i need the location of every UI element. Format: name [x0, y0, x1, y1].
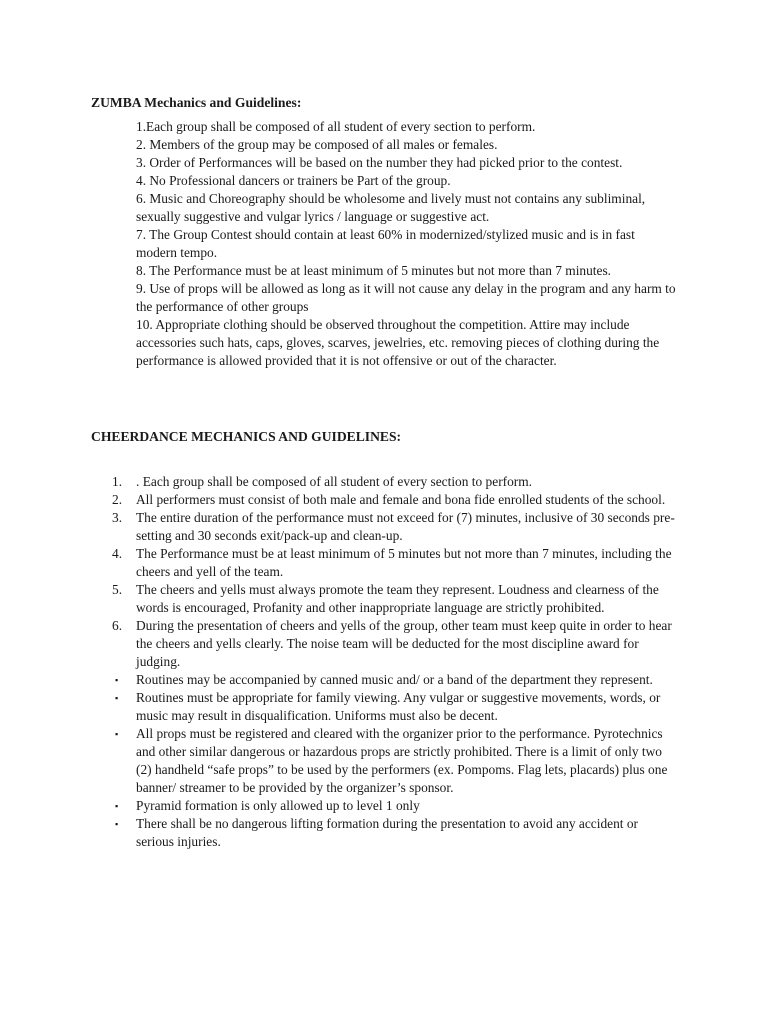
- list-item: 1.Each group shall be composed of all student of every section to perform.: [136, 119, 536, 134]
- cheerdance-heading: CHEERDANCE MECHANICS AND GUIDELINES:: [91, 429, 402, 444]
- list-item-text: The entire duration of the performance must not exceed for (7) minutes, inclusive of 30 seconds pre-setting and 30 seconds exit/pack-up and clean-up.: [136, 510, 675, 543]
- bullet-icon: ▪: [115, 801, 119, 811]
- cheerdance-guidelines-list: [112, 473, 677, 851]
- bullet-icon: ▪: [115, 693, 119, 703]
- list-number: 5.: [112, 582, 123, 597]
- list-item-text: . Each group shall be composed of all student of every section to perform.: [136, 474, 533, 489]
- list-item: [112, 815, 677, 851]
- list-item: [112, 725, 677, 797]
- list-number: 3.: [112, 510, 123, 525]
- list-item: 2. Members of the group may be composed of all males or females.: [136, 137, 498, 152]
- list-item-text: All props must be registered and cleared with the organizer prior to the performance. Pyrotechnics and other similar dangerous or hazardous props are strictly prohibited. There is a limit of only two (2) handheld “safe props” to be used by the performers (ex. Pompoms. Flag lets, placards) plus one banner/ streamer to be provided by the organizer’s sponsor.: [136, 726, 668, 795]
- list-item: 4. No Professional dancers or trainers be Part of the group.: [136, 173, 451, 188]
- list-item: [112, 491, 677, 509]
- list-item: 7. The Group Contest should contain at least 60% in modernized/stylized music and is in fast modern tempo.: [136, 227, 635, 260]
- list-number: 4.: [112, 546, 123, 561]
- list-item: 9. Use of props will be allowed as long as it will not cause any delay in the program and any harm to the performance of other groups: [136, 281, 676, 314]
- list-number: 1.: [112, 474, 123, 489]
- list-item: [112, 545, 677, 581]
- list-item: [112, 509, 677, 545]
- list-item: [112, 689, 677, 725]
- list-item: [112, 581, 677, 617]
- zumba-heading: ZUMBA Mechanics and Guidelines:: [91, 95, 302, 110]
- list-number: 6.: [112, 618, 123, 633]
- list-item: [112, 671, 677, 689]
- list-item: [112, 797, 677, 815]
- list-item: 10. Appropriate clothing should be observed throughout the competition. Attire may include accessories such hats, caps, gloves, scarves, jewelries, etc. removing pieces of clothing during the performance is allowed provided that it is not offensive or out of the character.: [136, 317, 660, 368]
- list-item: 3. Order of Performances will be based on the number they had picked prior to the contest.: [136, 155, 623, 170]
- list-item-text: Routines may be accompanied by canned music and/ or a band of the department they represent.: [136, 672, 653, 687]
- list-item-text: Routines must be appropriate for family viewing. Any vulgar or suggestive movements, words, or music may result in disqualification. Uniforms must also be decent.: [136, 690, 661, 723]
- list-item-text: There shall be no dangerous lifting formation during the presentation to avoid any accident or serious injuries.: [136, 816, 638, 849]
- list-number: 2.: [112, 492, 123, 507]
- list-item-text: During the presentation of cheers and yells of the group, other team must keep quite in order to hear the cheers and yells clearly. The noise team will be deducted for the most discipline award for judging.: [136, 618, 672, 669]
- list-item: 6. Music and Choreography should be wholesome and lively must not contains any subliminal, sexually suggestive and vulgar lyrics / language or suggestive act.: [136, 191, 646, 224]
- list-item: [112, 473, 677, 491]
- list-item: [112, 617, 677, 671]
- list-item: 8. The Performance must be at least minimum of 5 minutes but not more than 7 minutes.: [136, 263, 612, 278]
- bullet-icon: ▪: [115, 729, 119, 739]
- bullet-icon: ▪: [115, 675, 119, 685]
- list-item-text: Pyramid formation is only allowed up to level 1 only: [136, 798, 420, 813]
- list-item-text: The cheers and yells must always promote the team they represent. Loudness and clearness of the words is encouraged, Profanity and other inappropriate language are strictly prohibited.: [136, 582, 659, 615]
- list-item-text: All performers must consist of both male and female and bona fide enrolled students of the school.: [136, 492, 666, 507]
- bullet-icon: ▪: [115, 819, 119, 829]
- zumba-guidelines-list: [136, 118, 676, 370]
- list-item-text: The Performance must be at least minimum of 5 minutes but not more than 7 minutes, including the cheers and yell of the team.: [136, 546, 672, 579]
